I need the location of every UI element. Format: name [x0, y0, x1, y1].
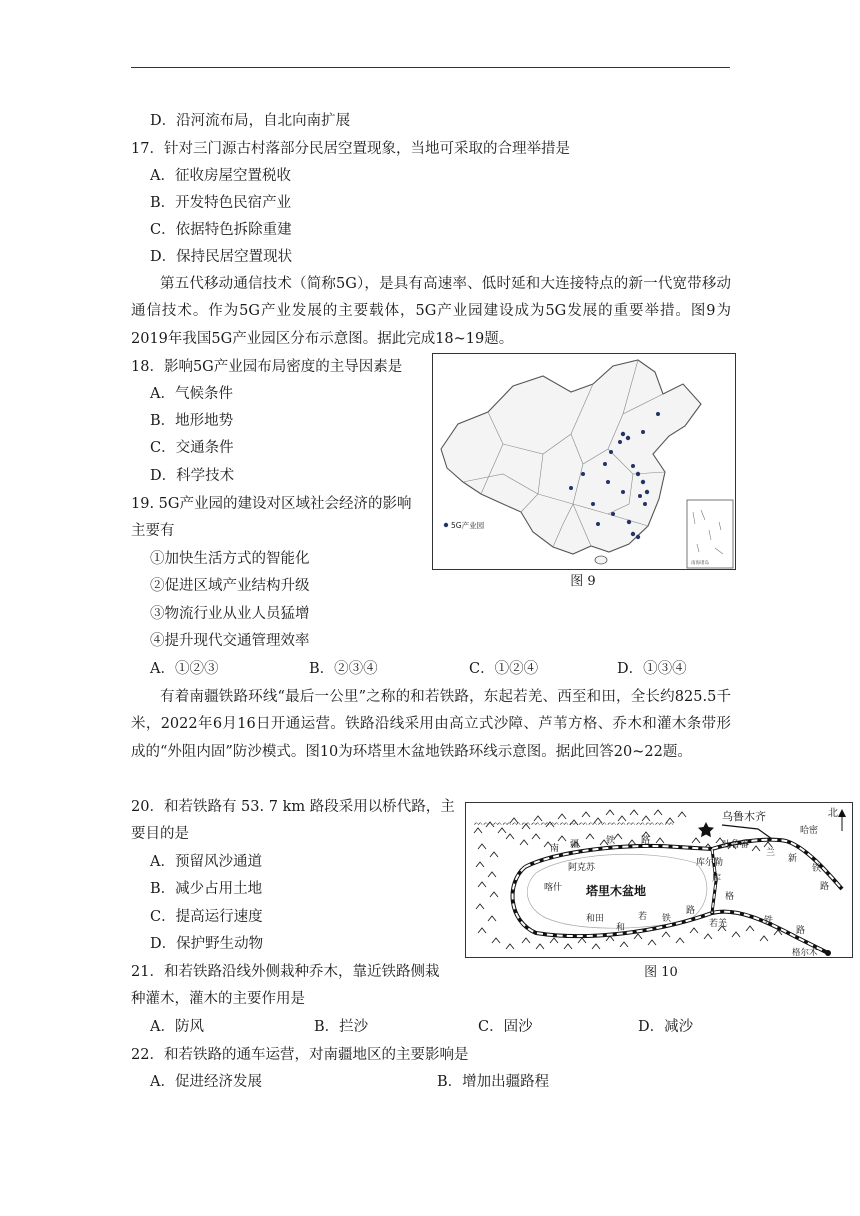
- label-kashgar: 喀什: [544, 883, 563, 893]
- q18-option-b: B．地形地势: [150, 413, 234, 429]
- golmud-dot: [825, 950, 831, 956]
- mountain-symbols: [474, 818, 674, 827]
- q19-stem-line2: 主要有: [131, 523, 175, 539]
- label-golmud: 格尔木: [792, 948, 818, 957]
- q19-item-2: ②促进区域产业结构升级: [150, 578, 310, 594]
- svg-text:库: 库: [712, 874, 722, 884]
- q16-option-d: D．沿河流布局，自北向南扩展: [150, 113, 351, 129]
- q18-option-d: D．科学技术: [150, 468, 235, 484]
- svg-text:铁: 铁: [812, 864, 822, 874]
- label-hami: 哈密: [800, 826, 819, 836]
- north-label: 北: [828, 808, 838, 819]
- rail-loop-drawing: [466, 803, 852, 957]
- label-turpan: 吐鲁番: [722, 840, 750, 850]
- q20-option-a: A．预留风沙通道: [150, 854, 262, 870]
- china-map-drawing: [433, 354, 735, 569]
- svg-text:铁: 铁: [764, 916, 774, 926]
- q17-option-a: A．征收房屋空置税收: [150, 168, 291, 184]
- q18-stem: 18．影响5G产业园布局密度的主导因素是: [131, 359, 403, 375]
- basin-label: 塔里木盆地: [586, 884, 647, 898]
- q20-stem-line1: 20．和若铁路有 53. 7 km 路段采用以桥代路，主: [131, 799, 455, 815]
- passage-5g: 第五代移动通信技术（简称5G），是具有高速率、低时延和大连接特点的新一代宽带移动通信技术。作为5G产业发展的主要载体，5G产业园建设成为5G发展的重要举措。图9为2019年我国5G产业园区分布示意图。据此完成18~19题。: [131, 276, 731, 347]
- q20-option-d: D．保护野生动物: [150, 936, 264, 952]
- q21-option-d: D．减沙: [638, 1019, 694, 1035]
- q19-option-a: A．①②③: [150, 661, 219, 677]
- q18-option-a: A．气候条件: [150, 386, 233, 402]
- q20-option-c: C．提高运行速度: [150, 909, 263, 925]
- passage-rail: 有着南疆铁路环线“最后一公里”之称的和若铁路，东起若羌、西至和田，全长约825.5千米，2022年6月16日开通运营。铁路沿线采用由高立式沙障、芦苇方格、乔木和灌木条带形成的“外阻内固”防沙模式。图10为环塔里木盆地铁路环线示意图。据此回答20~22题。: [131, 689, 731, 760]
- label-ruoqiang: 若羌: [709, 919, 728, 929]
- svg-text:和: 和: [616, 923, 626, 933]
- q18-option-c: C．交通条件: [150, 440, 234, 456]
- q17-stem: 17．针对三门源古村落部分民居空置现象，当地可采取的合理举措是: [131, 141, 570, 157]
- header-rule: [131, 67, 730, 68]
- q22-option-a: A．促进经济发展: [150, 1074, 262, 1090]
- urumqi-star: [698, 822, 714, 837]
- svg-text:ᨓᨓᨓᨓᨓᨓᨓᨓᨓᨓᨓᨓᨓᨓᨓᨓᨓᨓᨓᨓᨓ: ᨓᨓᨓᨓᨓᨓᨓᨓᨓᨓᨓᨓᨓᨓᨓᨓᨓᨓᨓᨓᨓ: [474, 818, 675, 827]
- q19-item-3: ③物流行业从业人员猛增: [150, 606, 310, 622]
- svg-text:新: 新: [788, 854, 798, 864]
- svg-text:路: 路: [641, 836, 651, 846]
- svg-text:路: 路: [796, 926, 806, 936]
- svg-text:若: 若: [638, 912, 648, 922]
- figure-9-caption: 图 9: [570, 574, 596, 589]
- q17-option-d: D．保持民居空置现状: [150, 249, 293, 265]
- label-hotan: 和田: [586, 914, 605, 924]
- q22-option-b: B．增加出疆路程: [437, 1074, 550, 1090]
- figure-10-caption: 图 10: [644, 965, 678, 980]
- svg-text:格: 格: [725, 892, 735, 902]
- q17-option-b: B．开发特色民宿产业: [150, 195, 292, 211]
- q20-stem-line2: 要目的是: [131, 826, 189, 842]
- figure-9-map: [432, 353, 736, 570]
- svg-text:疆: 疆: [570, 840, 580, 850]
- svg-text:南: 南: [550, 844, 560, 854]
- svg-text:兰: 兰: [766, 848, 776, 858]
- q19-option-b: B．②③④: [309, 661, 378, 677]
- q19-option-c: C．①②④: [469, 661, 539, 677]
- q21-stem-line2: 种灌木，灌木的主要作用是: [131, 991, 305, 1007]
- q19-stem-line1: 19. 5G产业园的建设对区域社会经济的影响: [131, 496, 412, 512]
- legend-dot: [444, 523, 448, 527]
- svg-text:路: 路: [820, 882, 830, 892]
- inset-label: 南海诸岛: [691, 561, 709, 566]
- q20-option-b: B．减少占用土地: [150, 881, 263, 897]
- q21-option-a: A．防风: [150, 1019, 204, 1035]
- figure-10-rail-map: [465, 802, 853, 958]
- svg-text:路: 路: [686, 906, 696, 916]
- hainan-island: [595, 556, 607, 564]
- svg-text:铁: 铁: [606, 836, 616, 846]
- q21-option-c: C．固沙: [478, 1019, 533, 1035]
- q19-item-4: ④提升现代交通管理效率: [150, 633, 310, 649]
- figure9-legend-label: 5G产业园: [451, 521, 485, 530]
- q21-stem-line1: 21．和若铁路沿线外侧栽种乔木，靠近铁路侧栽: [131, 964, 440, 980]
- label-korla: 库尔勒: [696, 858, 724, 868]
- north-arrow-icon: [838, 809, 846, 831]
- q19-item-1: ①加快生活方式的智能化: [150, 551, 310, 567]
- q22-stem: 22．和若铁路的通车运营，对南疆地区的主要影响是: [131, 1047, 469, 1063]
- svg-text:铁: 铁: [662, 914, 672, 924]
- label-aksu: 阿克苏: [568, 863, 596, 873]
- label-urumqi: 乌鲁木齐: [722, 810, 766, 823]
- q21-option-b: B．拦沙: [314, 1019, 369, 1035]
- q19-option-d: D．①③④: [617, 661, 687, 677]
- q17-option-c: C．依据特色拆除重建: [150, 222, 292, 238]
